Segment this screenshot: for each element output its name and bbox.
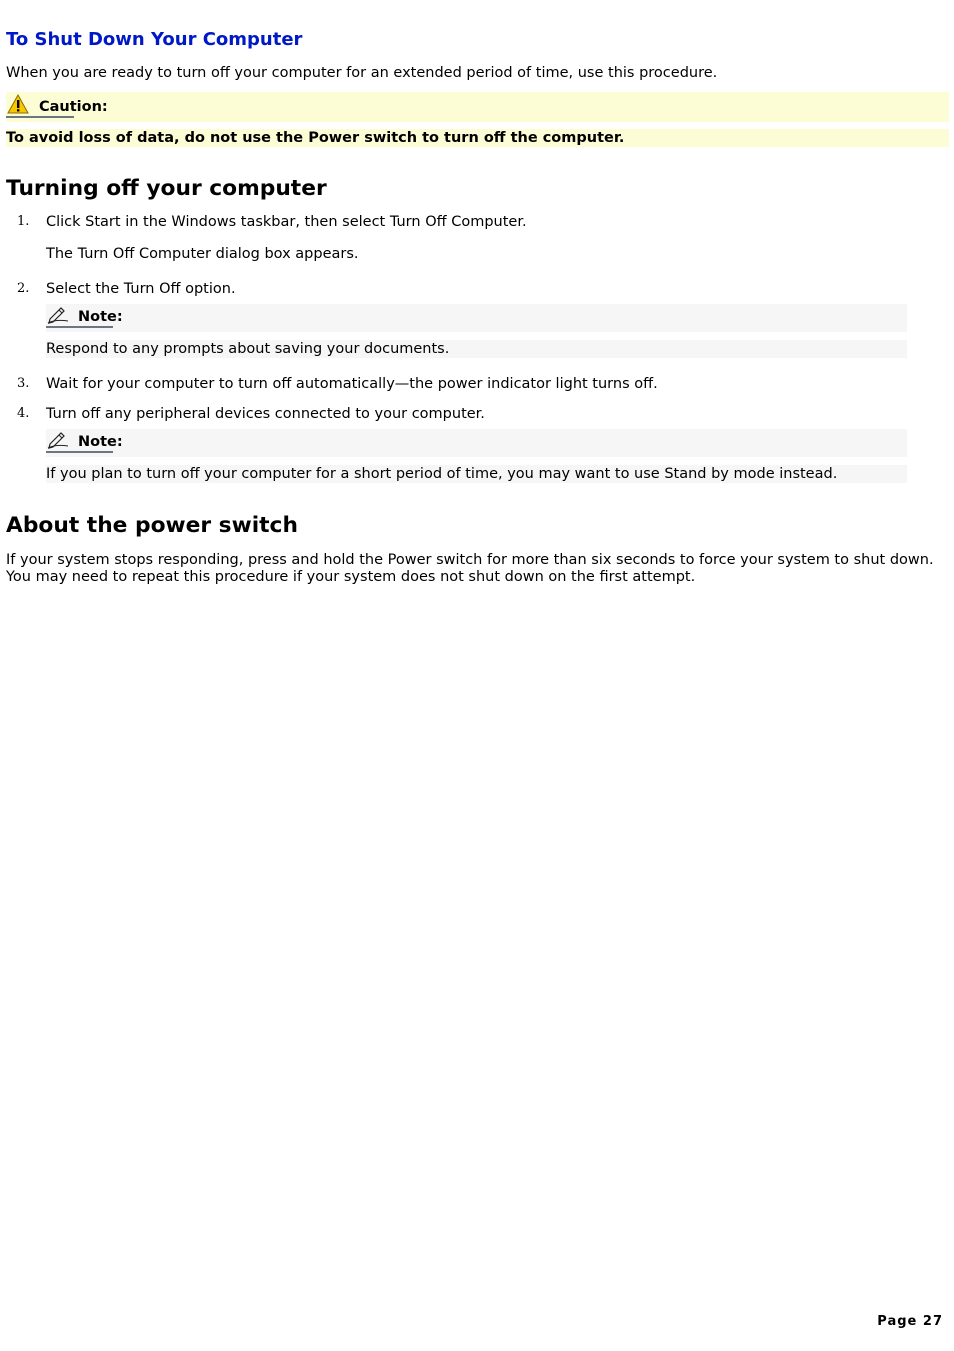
note-header	[46, 304, 907, 332]
caution-label: Caution:	[39, 99, 108, 115]
note-header	[46, 429, 907, 457]
note-text: If you plan to turn off your computer for a short period of time, you may want to use Stand by mode instead.	[46, 465, 907, 483]
step-number: 1.	[17, 214, 30, 229]
step-number: 4.	[17, 406, 30, 421]
step-text: Click Start in the Windows taskbar, then select Turn Off Computer.	[46, 214, 527, 230]
section-heading-power-switch: About the power switch	[6, 513, 298, 538]
caution-underline	[6, 116, 74, 118]
document-content	[6, 28, 949, 601]
note-underline	[46, 451, 113, 453]
list-item	[6, 213, 949, 263]
caution-text: To avoid loss of data, do not use the Power switch to turn off the computer.	[6, 129, 949, 147]
warning-icon	[7, 94, 29, 114]
step-text: Wait for your computer to turn off automatically—the power indicator light turns off.	[46, 376, 658, 392]
step-number: 2.	[17, 281, 30, 296]
intro-paragraph: When you are ready to turn off your computer for an extended period of time, use this procedure.	[6, 65, 718, 81]
step-subtext: The Turn Off Computer dialog box appears.	[46, 246, 359, 262]
power-switch-paragraph: If your system stops responding, press and hold the Power switch for more than six seconds to force your system to shut down. You may need to repeat this procedure if your system does not shut down on the first attempt.	[6, 552, 934, 585]
section-heading-turning-off: Turning off your computer	[6, 176, 327, 201]
pen-icon	[46, 304, 70, 324]
note-label: Note:	[78, 309, 123, 325]
step-text: Select the Turn Off option.	[46, 281, 236, 297]
step-text: Turn off any peripheral devices connected to your computer.	[46, 406, 485, 422]
step-number: 3.	[17, 376, 30, 391]
pen-icon	[46, 429, 70, 449]
list-item	[6, 280, 949, 358]
page-number: Page 27	[877, 1314, 943, 1329]
list-item	[6, 405, 949, 483]
note-label: Note:	[78, 434, 123, 450]
caution-header	[6, 92, 949, 122]
list-item	[6, 375, 949, 393]
steps-list	[6, 213, 949, 483]
note-text: Respond to any prompts about saving your documents.	[46, 340, 907, 358]
page-title: To Shut Down Your Computer	[6, 29, 303, 50]
note-underline	[46, 326, 113, 328]
